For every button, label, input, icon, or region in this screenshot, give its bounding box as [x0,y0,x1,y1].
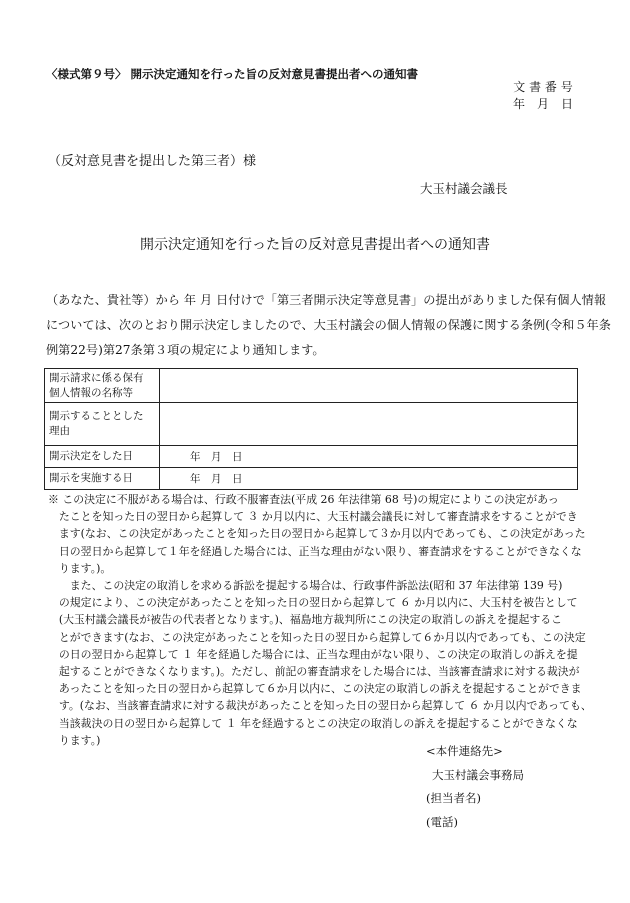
contact-office: 大玉村議会事務局 [432,767,524,782]
sender: 大玉村議会議長 [420,181,508,196]
table-label: 開示決定をした日 [49,450,133,462]
document-title: 開示決定通知を行った旨の反対意見書提出者への通知書 [140,237,490,253]
contact-heading: <本件連絡先> [426,744,503,758]
table-value-cell: 年 月 日 [160,468,578,490]
note-line: 当該裁決の日の翌日から起算して １ 年を経過するとこの決定の取消しの訴えを提起することができなくな [48,716,578,730]
info-table [44,368,578,490]
table-value-cell [160,369,578,403]
note-line: の規定により、この決定があったことを知った日の翌日から起算して ６ か月以内に、大玉村を被告として [48,596,578,610]
table-row [45,446,578,468]
form-label: 〈様式第９号〉 開示決定通知を行った旨の反対意見書提出者への通知書 [46,67,418,81]
note-line: また、この決定の取消しを求める訴訟を提起する場合は、行政事件訴訟法(昭和 37 年法律第 139 号) [48,579,563,593]
table-value-cell: 年 月 日 [160,446,578,468]
note-line: 起することができなくなります。)。ただし、前記の審査請求をした場合には、当該審査請求に対する裁決が [48,665,580,679]
table-label-cell [45,369,160,403]
document-meta [513,79,573,113]
body-line: 例第22号)第27条第３項の規定により通知します。 [46,343,325,357]
note-line: ります。)。 [48,561,112,575]
table-label: 開示請求に係る保有 [49,371,144,384]
body-line: については、次のとおり開示決定しましたので、大玉村議会の個人情報の保護に関する条例(令和５年条 [46,318,611,332]
contact-phone: (電話) [426,814,458,829]
recipient: （反対意見書を提出した第三者）様 [48,154,257,169]
document-number: 文 書 番 号 [513,80,573,94]
table-label-cell [45,446,160,468]
document-date: 年 月 日 [512,97,573,111]
note-line: とができます(なお、この決定があったことを知った日の翌日から起算して６か月以内であっても、この決定 [48,630,586,644]
note-line: 日の翌日から起算して１年を経過した場合には、正当な理由がない限り、審査請求をすることができなくな [48,544,582,558]
note-line: ります。) [48,733,101,747]
table-label: 開示することとした [49,410,144,422]
note-line: の日の翌日から起算して １ 年を経過した場合には、正当な理由がない限り、この決定の取消しの訴えを提 [48,647,578,661]
body-paragraph [46,288,611,363]
table-row [45,369,578,403]
notes-block [48,491,592,749]
note-line: あったことを知った日の翌日から起算して６か月以内に、この決定の取消しの訴えを提起することができま [48,682,582,696]
contact-person: (担当者名) [426,791,481,805]
note-line: ます(なお、この決定があったことを知った日の翌日から起算して３か月以内であっても、この決定があった [48,527,586,541]
contact-block [426,740,524,834]
note-line: ※ この決定に不服がある場合は、行政不服審査法(平成 26 年法律第 68 号)の規定によりこの決定があっ [48,493,559,506]
body-line: （あなた、貴社等）から 年 月 日付けで「第三者開示決定等意見書」の提出がありました保有個人情報 [46,293,607,307]
note-line: (大玉村議会議長が被告の代表者となります。)、福島地方裁判所にこの決定の取消しの訴えを提起するこ [48,613,563,627]
table-label: 開示を実施する日 [49,472,133,484]
note-line: たことを知った日の翌日から起算して ３ か月以内に、大玉村議会議長に対して審査請求をすることができ [48,510,578,524]
note-line: す。(なお、当該審査請求に対する裁決があったことを知った日の翌日から起算して ６ か月以内であっても、 [48,699,592,713]
table-value-cell [160,403,578,446]
table-row [45,403,578,446]
table-label: 理由 [49,425,70,437]
table-row [45,468,578,490]
table-label-cell [45,468,160,490]
table-label-cell [45,403,160,446]
table-label: 個人情報の名称等 [49,386,133,399]
